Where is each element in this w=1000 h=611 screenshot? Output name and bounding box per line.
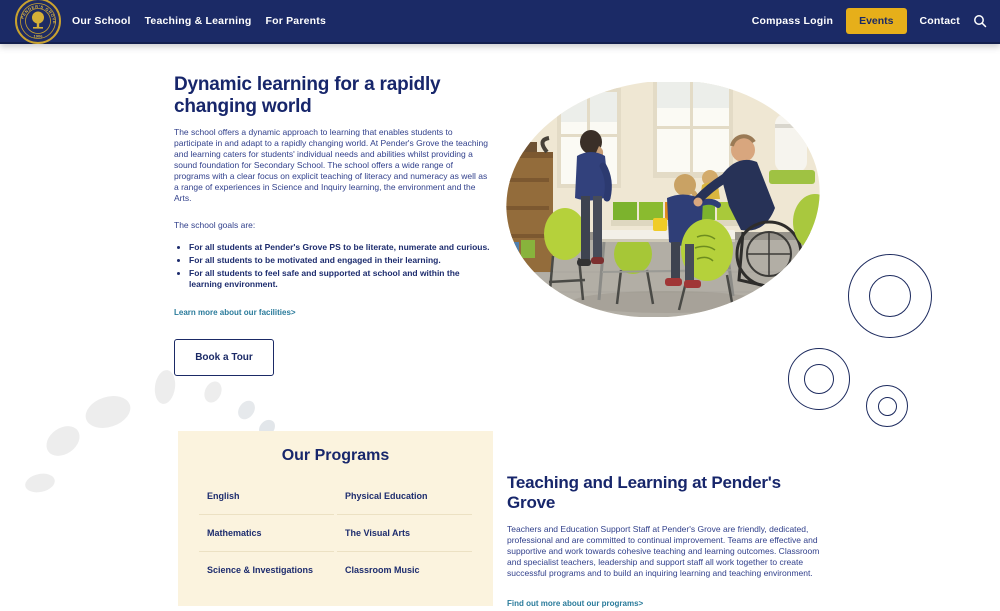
nav-our-school[interactable]: Our School — [72, 15, 131, 27]
program-physical-education[interactable]: Physical Education — [337, 478, 472, 515]
nav-for-parents[interactable]: For Parents — [265, 15, 327, 27]
search-icon[interactable] — [973, 14, 987, 28]
nav-compass-login[interactable]: Compass Login — [751, 15, 834, 27]
crest-icon — [15, 0, 61, 44]
goal-item: • For all students to be motivated and engaged in their learning. — [189, 255, 490, 266]
decorative-circle-medium-inner — [804, 364, 834, 394]
programs-column-right — [337, 478, 472, 588]
nav-teaching-learning[interactable]: Teaching & Learning — [144, 15, 252, 27]
book-a-tour-button[interactable]: Book a Tour — [174, 339, 274, 376]
program-visual-arts[interactable]: The Visual Arts — [337, 515, 472, 552]
leaf-shape — [23, 471, 56, 495]
decorative-circle-large-inner — [869, 275, 911, 317]
program-mathematics[interactable]: Mathematics — [199, 515, 334, 552]
events-button[interactable]: Events — [846, 8, 906, 34]
secondary-nav — [752, 0, 987, 42]
program-english[interactable]: English — [199, 478, 334, 515]
program-science-investigations[interactable]: Science & Investigations — [207, 565, 314, 575]
goals-list — [174, 242, 490, 289]
goals-intro: The school goals are: — [174, 220, 256, 230]
crest-year: 1906 — [33, 33, 43, 39]
decorative-circle-small-inner — [878, 397, 897, 416]
leaf-shape — [201, 379, 225, 406]
hero-section — [174, 74, 490, 376]
leaf-shape — [235, 398, 259, 423]
teaching-title: Teaching and Learning at Pender's Grove — [507, 473, 781, 512]
crest-text: PENDER'S GROVE — [19, 3, 58, 25]
decorative-circle-medium — [788, 348, 850, 410]
facilities-link[interactable]: Learn more about our facilities> — [174, 308, 296, 317]
programs-column-left — [199, 478, 334, 588]
page-title: Dynamic learning for a rapidly changing world — [174, 74, 441, 117]
programs-panel — [178, 431, 493, 606]
teaching-section — [507, 473, 827, 611]
nav-contact[interactable]: Contact — [919, 15, 960, 27]
leaf-shape — [81, 391, 134, 434]
goal-item: • For all students at Pender's Grove PS to be literate, numerate and curious. — [189, 242, 490, 253]
decorative-circle-small — [866, 385, 908, 427]
teaching-paragraph: Teachers and Education Support Staff at Pender's Grove are friendly, dedicated, professional and are committed to continual improvement. Teams are effective and supportive and work towards cohesive teaching and learning outcomes. Classroom and specialist teachers, leadership and support staff all work together to create successful programs and to build an inquiring learning and teaching environment. — [507, 524, 820, 578]
decorative-circle-large — [848, 254, 932, 338]
top-navbar — [0, 0, 1000, 44]
hero-paragraph: The school offers a dynamic approach to learning that enables students to participate in and adapt to a rapidly changing world. At Pender's Grove the teaching and learning caters for students' individual needs and abilities whilst providing a sound foundation for Secondary School. The school offers a wide range of programs with a clear focus on explicit teaching of literacy and numeracy as well as a range of experiences in Science and Inquiry learning, the environment and the Arts. — [174, 127, 488, 203]
leaf-shape — [41, 420, 85, 462]
program-classroom-music[interactable]: Classroom Music — [345, 565, 420, 575]
programs-link[interactable]: Find out more about our programs> — [507, 599, 644, 608]
primary-nav — [72, 0, 326, 42]
school-crest-logo[interactable] — [15, 0, 61, 44]
classroom-photo — [507, 82, 820, 317]
programs-title: Our Programs — [281, 447, 390, 464]
programs-grid — [178, 478, 493, 588]
goal-item: • For all students to feel safe and supported at school and within the learning environment. — [189, 268, 490, 289]
